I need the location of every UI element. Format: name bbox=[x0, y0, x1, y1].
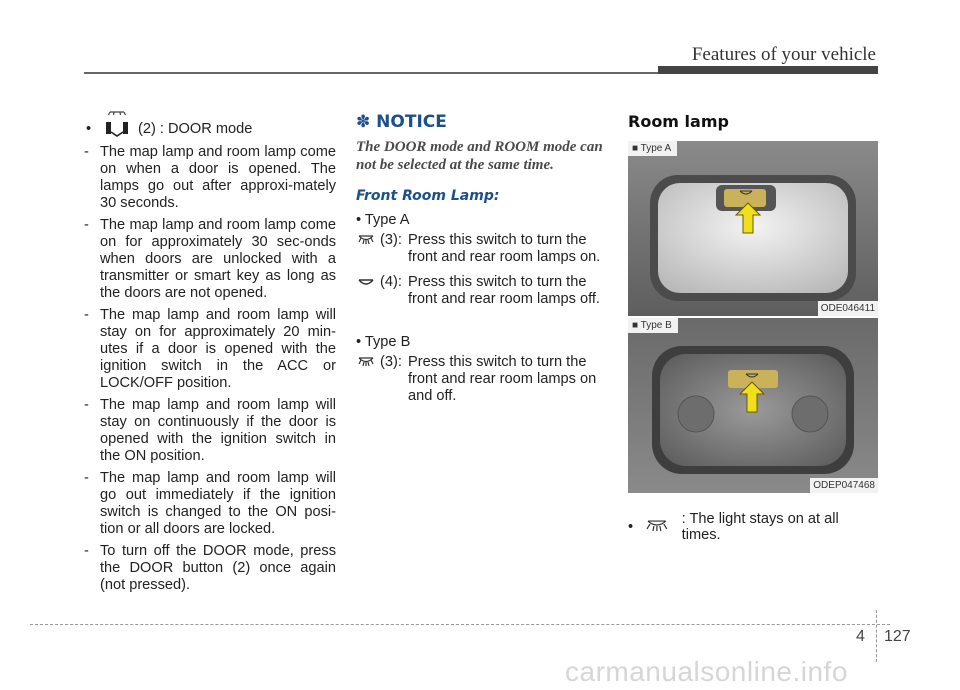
lamp-on-icon bbox=[356, 233, 376, 249]
list-item: - The map lamp and room lamp come on when a door is opened. The lamps go out after approxi-mately 30 seconds. bbox=[84, 144, 336, 211]
notice-subtitle: The DOOR mode and ROOM mode can not be selected at the same time. bbox=[356, 139, 603, 173]
lamp-on-icon bbox=[356, 355, 376, 371]
type-a-photo bbox=[628, 141, 878, 316]
light-on-bullet: • : The light stays on at all times. bbox=[628, 511, 880, 543]
type-b-item-on: (3): Press this switch to turn the front and rear room lamps on and off. bbox=[356, 354, 608, 405]
type-b-tag: ■ Type B bbox=[628, 318, 678, 333]
type-b-label: • Type B bbox=[356, 334, 411, 350]
list-item: - The map lamp and room lamp come on for approximately 30 sec-onds when doors are unlocked with a transmitter or smart key as long as the doors are not opened. bbox=[84, 217, 336, 301]
chapter-number: 4 bbox=[856, 628, 865, 645]
notice-column bbox=[356, 112, 608, 413]
door-mode-label: (2) : DOOR mode bbox=[138, 120, 253, 137]
page-header-title: Features of your vehicle bbox=[691, 44, 876, 65]
light-on-text: : The light stays on at all times. bbox=[681, 511, 839, 543]
type-a-code: ODE046411 bbox=[818, 301, 878, 316]
footer-divider bbox=[876, 610, 877, 662]
room-lamp-column bbox=[628, 112, 880, 543]
type-b-lamp-illustration bbox=[628, 318, 878, 493]
list-item: - The map lamp and room lamp will stay on for approximately 20 min-utes if a door is opened with the ignition switch in the ACC or LOCK/OFF position. bbox=[84, 307, 336, 391]
page-number: 127 bbox=[884, 628, 911, 645]
notice-title: ✽ NOTICE bbox=[356, 112, 447, 132]
lamp-on-icon bbox=[644, 518, 670, 536]
door-mode-bullet: • (2) : DOOR mode bbox=[86, 120, 336, 138]
type-a-item-off: (4): Press this switch to turn the front and rear room lamps off. bbox=[356, 274, 608, 308]
room-lamp-title: Room lamp bbox=[628, 112, 729, 131]
type-b-code: ODEP047468 bbox=[810, 478, 878, 493]
footer-rule bbox=[30, 624, 890, 625]
type-b-photo bbox=[628, 318, 878, 493]
door-lamp-icon bbox=[100, 108, 134, 138]
list-item: - The map lamp and room lamp will stay on continuously if the door is opened with the ignition switch in the ON position. bbox=[84, 397, 336, 464]
header-rule bbox=[84, 72, 660, 74]
type-a-tag: ■ Type A bbox=[628, 141, 677, 156]
door-mode-column bbox=[84, 120, 336, 599]
header-rule-accent bbox=[658, 66, 878, 74]
front-room-lamp-heading: Front Room Lamp: bbox=[356, 188, 500, 204]
type-a-item-on: (3): Press this switch to turn the front and rear room lamps on. bbox=[356, 232, 608, 266]
list-item: - To turn off the DOOR mode, press the DOOR button (2) once again (not pressed). bbox=[84, 543, 336, 593]
watermark: carmanualsonline.info bbox=[565, 656, 848, 687]
type-a-lamp-illustration bbox=[628, 141, 878, 316]
type-a-label: • Type A bbox=[356, 212, 410, 228]
list-item: - The map lamp and room lamp will go out immediately if the ignition switch is changed to the ON posi-tion or all doors are locked. bbox=[84, 470, 336, 537]
lamp-off-icon bbox=[356, 275, 376, 291]
